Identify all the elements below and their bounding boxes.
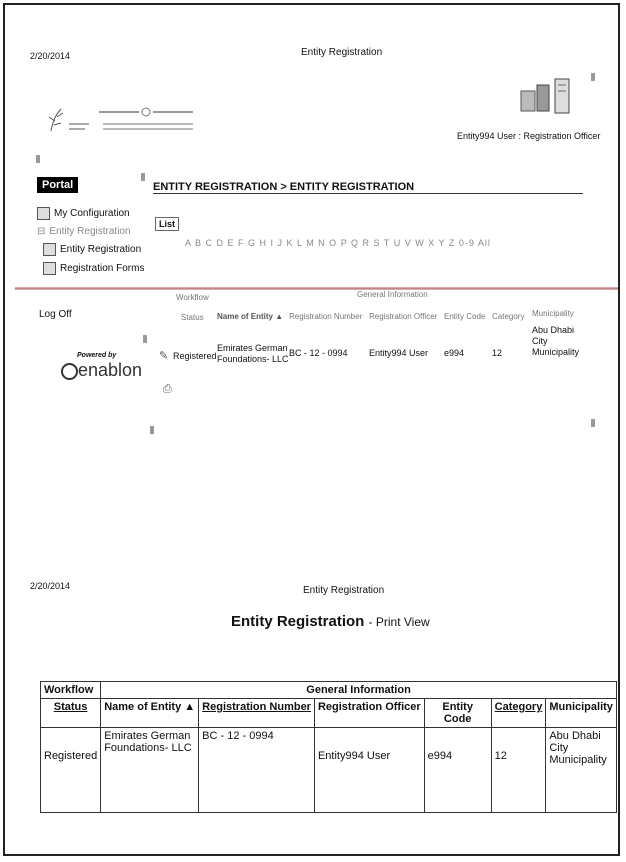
row-registration-number: BC - 12 - 0994 bbox=[289, 348, 348, 358]
col-registration-number[interactable]: Registration Number bbox=[289, 312, 363, 321]
pv-row-reg-no: BC - 12 - 0994 bbox=[199, 728, 315, 813]
row-muni-line3: Municipality bbox=[532, 347, 580, 357]
list-tab[interactable]: List bbox=[155, 217, 179, 231]
general-info-group-header: General Information bbox=[357, 290, 428, 299]
print-date: 2/20/2014 bbox=[30, 51, 71, 61]
forms-icon bbox=[43, 262, 56, 275]
col-municipality: Municipality bbox=[532, 309, 574, 318]
print-view-date: 2/20/2014 bbox=[30, 581, 71, 591]
print-view-table bbox=[40, 681, 617, 813]
pv-col-municipality: Municipality bbox=[546, 699, 617, 728]
table-row bbox=[41, 728, 617, 813]
organization-logo bbox=[41, 101, 211, 141]
row-muni-line2: City bbox=[532, 336, 548, 346]
entity-icon bbox=[43, 243, 56, 256]
print-view-header: Entity Registration bbox=[303, 585, 385, 596]
pv-row-municipality: Abu Dhabi City Municipality bbox=[546, 728, 617, 813]
row-officer: Entity994 User bbox=[369, 348, 429, 358]
powered-by-label: Powered by bbox=[77, 352, 117, 359]
row-muni-line1: Abu Dhabi bbox=[532, 325, 575, 335]
scan-speck bbox=[150, 426, 154, 434]
enablon-ring-icon bbox=[61, 363, 78, 380]
pv-row-officer: Entity994 User bbox=[314, 728, 424, 813]
row-category: 12 bbox=[492, 348, 503, 358]
col-registration-officer: Registration Officer bbox=[369, 312, 438, 321]
pv-workflow-group: Workflow bbox=[41, 682, 101, 699]
col-status[interactable]: Status bbox=[181, 313, 204, 322]
scan-speck bbox=[141, 173, 145, 181]
configuration-icon bbox=[37, 207, 50, 220]
sidebar-item-registration-forms[interactable]: Registration Forms bbox=[43, 262, 147, 275]
pv-col-entity-code: Entity Code bbox=[424, 699, 491, 728]
sidebar-item-entity-registration[interactable]: Entity Registration bbox=[43, 243, 147, 256]
row-name-line2: Foundations- LLC bbox=[217, 354, 289, 364]
page-header-title: Entity Registration bbox=[301, 47, 383, 58]
col-entity-code: Entity Code bbox=[444, 312, 486, 321]
pv-general-info-group: General Information bbox=[101, 682, 617, 699]
pv-row-status: Registered bbox=[41, 728, 101, 813]
sidebar-group-entity-registration[interactable]: ⊟ Entity Registration bbox=[37, 226, 131, 237]
print-icon[interactable]: ⎙ bbox=[163, 383, 172, 395]
pv-col-registration-number[interactable]: Registration Number bbox=[199, 699, 315, 728]
portal-tab[interactable]: Portal bbox=[37, 177, 78, 193]
alphabet-filter[interactable]: A B C D E F G H I J K L M N O P Q R S T U V W X Y Z 0-9 All bbox=[185, 238, 491, 248]
workflow-group-header: Workflow bbox=[176, 293, 209, 302]
pv-row-name: Emirates German Foundations- LLC bbox=[101, 728, 199, 813]
scan-speck bbox=[591, 73, 595, 81]
pv-col-status[interactable]: Status bbox=[41, 699, 101, 728]
scan-speck bbox=[591, 419, 595, 427]
scanned-page bbox=[3, 3, 620, 856]
logoff-link[interactable]: Log Off bbox=[39, 309, 72, 320]
row-status: Registered bbox=[173, 351, 217, 361]
title-divider bbox=[153, 193, 583, 194]
edit-pencil-icon[interactable]: ✎ bbox=[159, 350, 169, 362]
scan-artifact-line bbox=[15, 287, 619, 290]
pv-row-category: 12 bbox=[491, 728, 546, 813]
pv-row-code: e994 bbox=[424, 728, 491, 813]
col-name[interactable]: Name of Entity ▲ bbox=[217, 312, 284, 321]
pv-col-officer: Registration Officer bbox=[314, 699, 424, 728]
row-entity-code: e994 bbox=[444, 348, 465, 358]
breadcrumb: ENTITY REGISTRATION > ENTITY REGISTRATION bbox=[153, 181, 415, 193]
building-icon bbox=[515, 77, 575, 122]
collapse-icon: ⊟ bbox=[37, 226, 46, 237]
print-view-title: Entity Registration - Print View bbox=[231, 613, 430, 630]
enablon-logo: enablon bbox=[61, 360, 142, 381]
user-role-line: Entity994 User : Registration Officer bbox=[457, 131, 601, 141]
pv-col-category[interactable]: Category bbox=[491, 699, 546, 728]
row-name-line1: Emirates German bbox=[217, 343, 288, 353]
scan-speck bbox=[143, 335, 147, 343]
scan-speck bbox=[36, 155, 40, 163]
pv-col-name: Name of Entity ▲ bbox=[101, 699, 199, 728]
col-category[interactable]: Category bbox=[492, 312, 525, 321]
sidebar-item-my-configuration[interactable]: My Configuration bbox=[37, 207, 147, 220]
sidebar bbox=[37, 175, 147, 275]
